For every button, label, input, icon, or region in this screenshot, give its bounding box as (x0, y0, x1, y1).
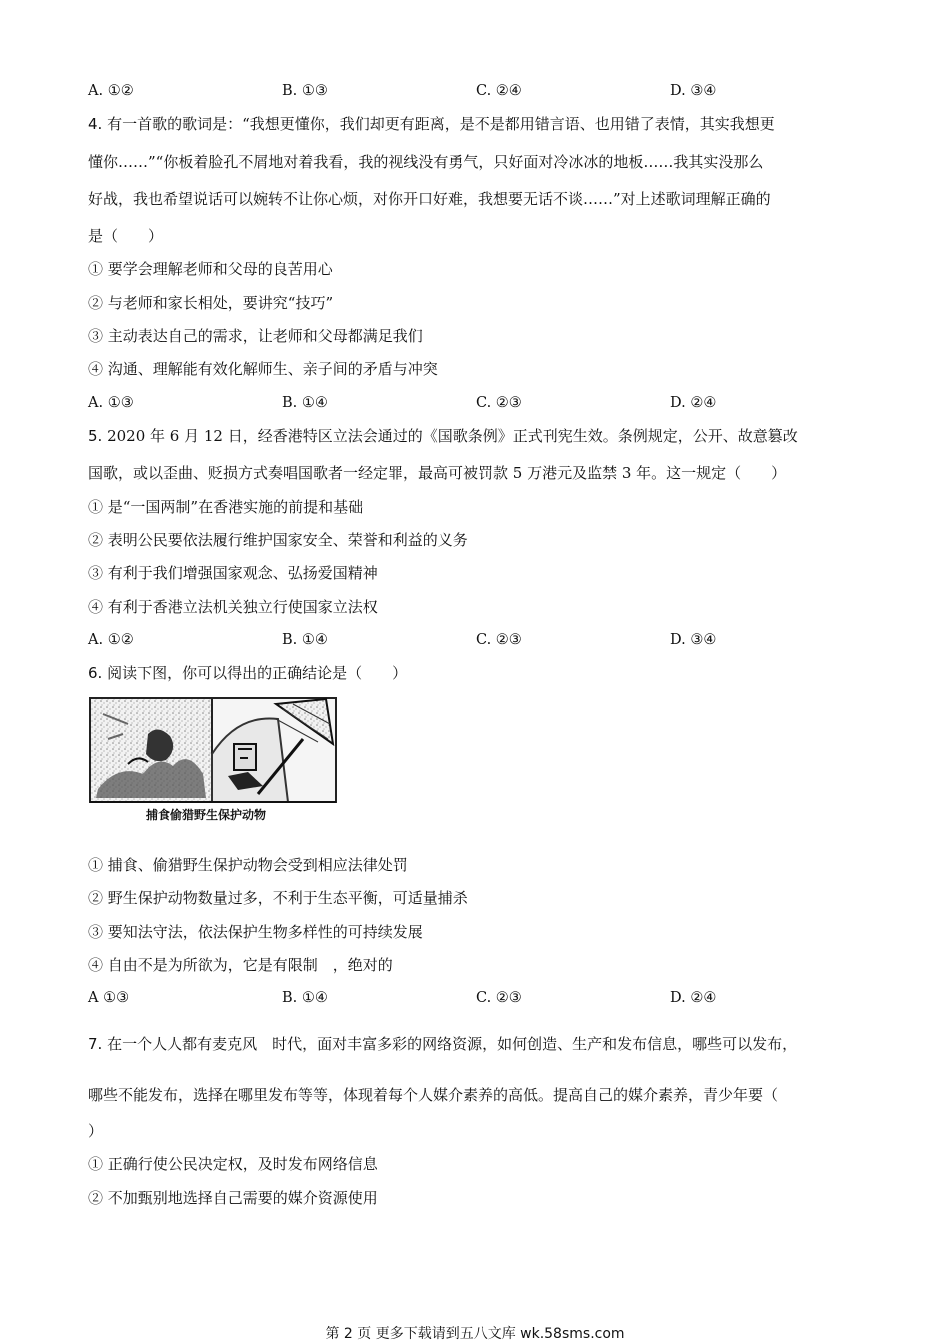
q5-option-d: D. ③④ (670, 632, 717, 648)
q4-item-2: ② 与老师和家长相处，要讲究“技巧” (88, 294, 334, 312)
q4-stem-line-4: 是（ ） (88, 227, 164, 245)
q3-option-a: A. ①② (88, 83, 134, 99)
q5-option-b: B. ①④ (282, 632, 328, 648)
q3-option-b: B. ①③ (282, 83, 328, 99)
page-footer: 第 2 页 更多下载请到五八文库 wk.58sms.com (325, 1326, 625, 1342)
q6-option-c: C. ②③ (476, 990, 522, 1006)
cartoon-figure (88, 694, 340, 824)
q7-stem-line-2: 哪些不能发布，选择在哪里发布等等，体现着每个人媒介素养的高低。提高自己的媒介素养，青少年要（ (88, 1086, 779, 1104)
q4-stem-line-1 (88, 114, 775, 134)
q7-text-1: 在一个人人都有麦克风 时代，面对丰富多彩的网络资源，如何创造、生产和发布信息，哪些可以发布， (107, 1035, 798, 1053)
q6-option-d: D. ②④ (670, 990, 717, 1006)
q7-item-2: ② 不加甄别地选择自己需要的媒介资源使用 (88, 1189, 378, 1207)
q4-text-1: 有一首歌的歌词是：“我想更懂你，我们却更有距离，是不是都用错言语、也用错了表情，其实我想更 (107, 115, 775, 133)
q5-option-c: C. ②③ (476, 632, 522, 648)
q4-item-3: ③ 主动表达自己的需求，让老师和父母都满足我们 (88, 327, 423, 345)
q5-stem-line-1 (88, 426, 798, 446)
q7-item-1: ① 正确行使公民决定权，及时发布网络信息 (88, 1155, 378, 1173)
q6-text-1: 阅读下图，你可以得出的正确结论是（ ） (107, 664, 408, 682)
q4-item-1: ① 要学会理解老师和父母的良苦用心 (88, 260, 333, 278)
figure-caption: 捕食偷猎野生保护动物 (146, 808, 267, 822)
q4-option-d: D. ②④ (670, 395, 717, 411)
q6-item-2: ② 野生保护动物数量过多，不利于生态平衡，可适量捕杀 (88, 889, 468, 907)
q5-option-a: A. ①② (88, 632, 134, 648)
q4-option-a: A. ①③ (88, 395, 134, 411)
q6-item-4: ④ 自由不是为所欲为，它是有限制 ，绝对的 (88, 956, 393, 974)
q6-option-b: B. ①④ (282, 990, 328, 1006)
q5-number: 5. (88, 427, 103, 445)
q5-item-2: ② 表明公民要依法履行维护国家安全、荣誉和利益的义务 (88, 531, 468, 549)
q7-stem-line-1 (88, 1034, 797, 1054)
q5-item-4: ④ 有利于香港立法机关独立行使国家立法权 (88, 598, 378, 616)
q4-number: 4. (88, 115, 103, 133)
q6-number: 6. (88, 664, 103, 682)
q5-text-1: 2020 年 6 月 12 日，经香港特区立法会通过的《国歌条例》正式刊宪生效。条例规定，公开、故意篡改 (107, 427, 798, 445)
q3-option-d: D. ③④ (670, 83, 717, 99)
q7-stem-line-3: ） (88, 1122, 104, 1140)
q7-number: 7. (88, 1035, 103, 1053)
q3-option-c: C. ②④ (476, 83, 522, 99)
cartoon-illustration (88, 694, 340, 824)
q6-option-a: A ①③ (88, 990, 130, 1006)
q4-item-4: ④ 沟通、理解能有效化解师生、亲子间的矛盾与冲突 (88, 360, 438, 378)
q4-stem-line-2: 懂你……”“你板着脸孔不屑地对着我看，我的视线没有勇气，只好面对冷冰冰的地板……我其实没那么 (88, 153, 764, 171)
q4-stem-line-3: 好战，我也希望说话可以婉转不让你心烦，对你开口好难，我想要无话不谈……”对上述歌词理解正确的 (88, 190, 771, 208)
q6-stem-line-1 (88, 663, 407, 683)
q6-item-1: ① 捕食、偷猎野生保护动物会受到相应法律处罚 (88, 856, 408, 874)
q4-option-b: B. ①④ (282, 395, 328, 411)
q4-option-c: C. ②③ (476, 395, 522, 411)
q6-item-3: ③ 要知法守法，依法保护生物多样性的可持续发展 (88, 923, 423, 941)
q5-item-3: ③ 有利于我们增强国家观念、弘扬爱国精神 (88, 564, 378, 582)
q5-item-1: ① 是“一国两制”在香港实施的前提和基础 (88, 498, 364, 516)
q5-stem-line-2: 国歌，或以歪曲、贬损方式奏唱国歌者一经定罪，最高可被罚款 5 万港元及监禁 3 年。这一规定（ ） (88, 464, 787, 482)
